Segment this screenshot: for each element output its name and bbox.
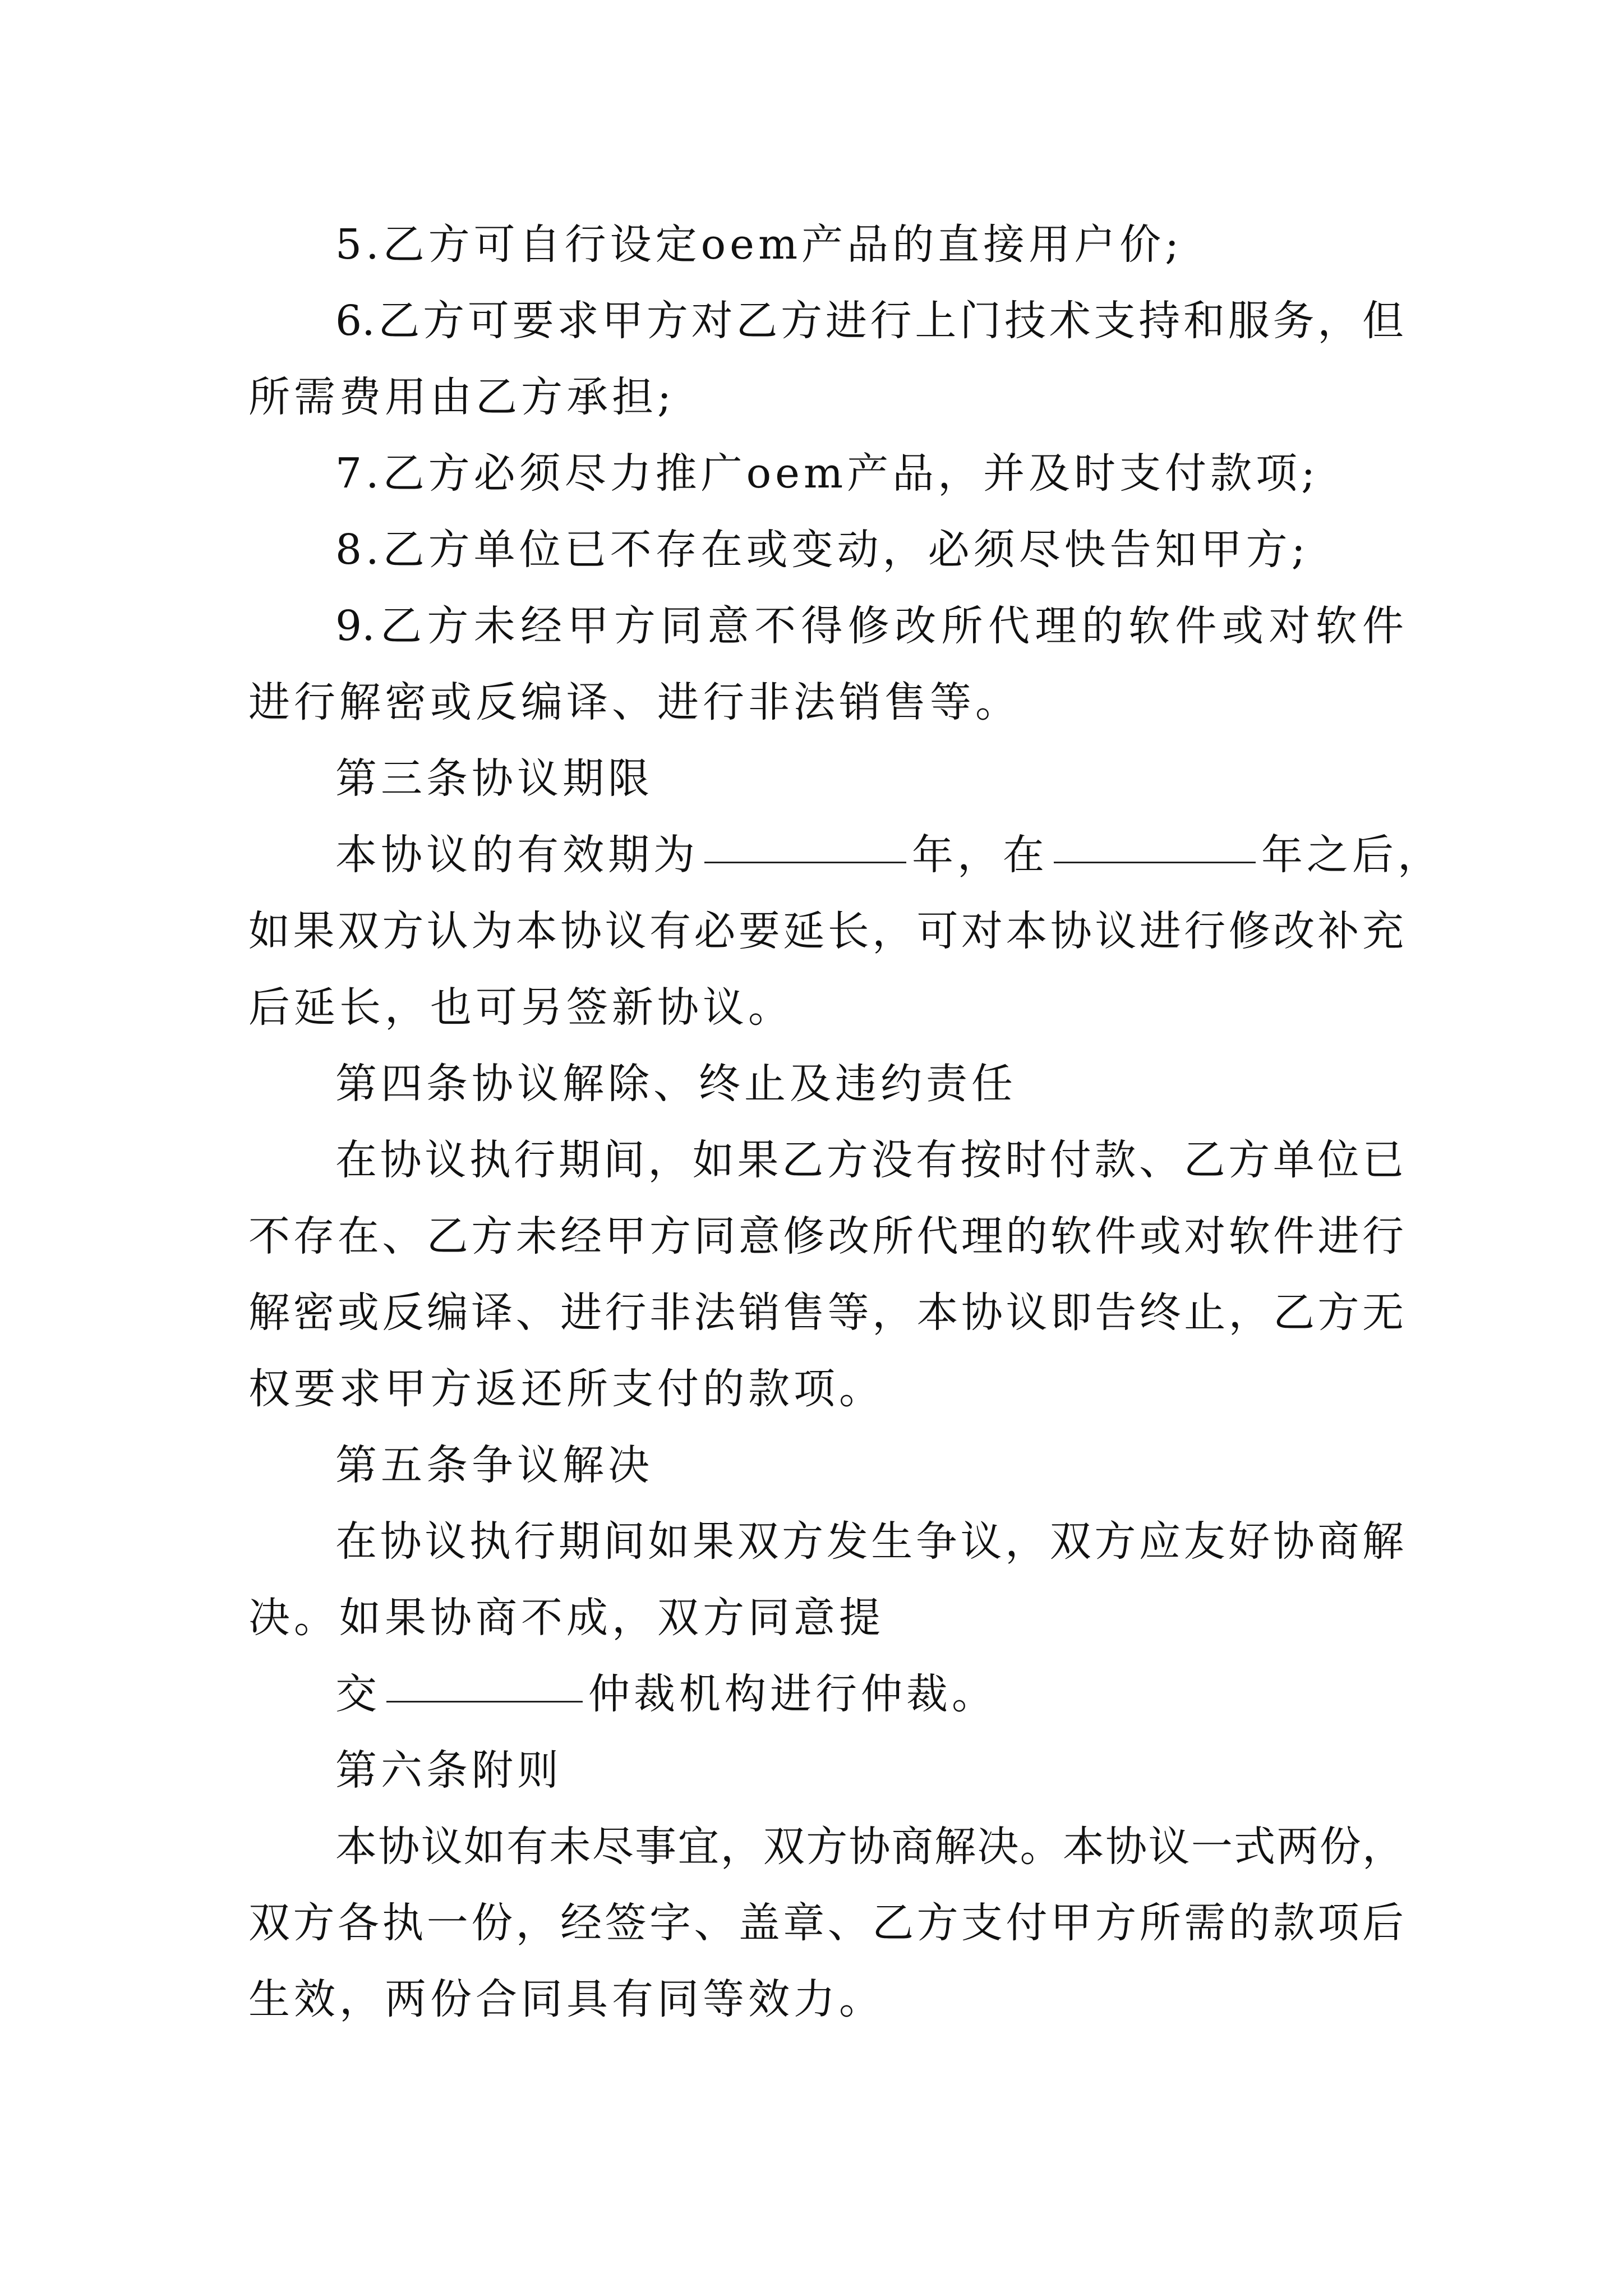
section-heading-3: 第三条协议期限 [335,754,653,803]
clause-item-5: 5.乙方可自行设定oem产品的直接用户价; [335,220,1183,269]
clause-item-8: 8.乙方单位已不存在或变动，必须尽快告知甲方; [335,526,1310,574]
dispute-para-3 [248,1656,1404,1732]
term-text-1: 本协议的有效期为 [335,831,699,879]
clause-item-9: 9.乙方未经甲方同意不得修改所代理的软件或对软件 [335,602,1404,650]
clause-item-9-cont: 进行解密或反编译、进行非法销售等。 [248,678,1021,726]
blank-field-years[interactable] [704,861,906,863]
appendix-para-1: 本协议如有未尽事宜，双方协商解决。本协议一式两份， [335,1823,1404,1871]
termination-para-4: 权要求甲方返还所支付的款项。 [248,1365,884,1413]
dispute-para-1: 在协议执行期间如果双方发生争议，双方应友好协商解 [335,1517,1404,1566]
section-heading-5: 第五条争议解决 [335,1441,653,1489]
clause-item-6-cont: 所需费用由乙方承担; [248,373,675,421]
section-heading-4: 第四条协议解除、终止及违约责任 [335,1060,1017,1108]
term-text-2: 年，在 [912,831,1048,879]
term-sentence-end: 后延长，也可另签新协议。 [248,983,794,1032]
term-sentence [248,817,1443,893]
blank-field-year-after[interactable] [1054,861,1256,863]
document-body [248,206,1443,2037]
appendix-para-2: 双方各执一份，经签字、盖章、乙方支付甲方所需的款项后 [248,1899,1404,1947]
term-text-3: 年之后， [1261,831,1443,879]
dispute-text-2: 仲裁机构进行仲裁。 [588,1670,997,1718]
appendix-para-3: 生效，两份合同具有同等效力。 [248,1975,884,2023]
termination-para-1: 在协议执行期间，如果乙方没有按时付款、乙方单位已 [335,1136,1404,1184]
dispute-text-1: 交 [335,1670,381,1718]
dispute-para-2: 决。如果协商不成，双方同意提 [248,1594,884,1642]
clause-item-6: 6.乙方可要求甲方对乙方进行上门技术支持和服务，但 [335,297,1404,345]
section-heading-6: 第六条附则 [335,1746,562,1795]
term-sentence-cont: 如果双方认为本协议有必要延长，可对本协议进行修改补充 [248,907,1404,955]
clause-item-7: 7.乙方必须尽力推广oem产品，并及时支付款项; [335,449,1320,498]
blank-field-arbitration[interactable] [386,1700,583,1703]
termination-para-2: 不存在、乙方未经甲方同意修改所代理的软件或对软件进行 [248,1212,1404,1260]
termination-para-3: 解密或反编译、进行非法销售等，本协议即告终止，乙方无 [248,1289,1404,1337]
